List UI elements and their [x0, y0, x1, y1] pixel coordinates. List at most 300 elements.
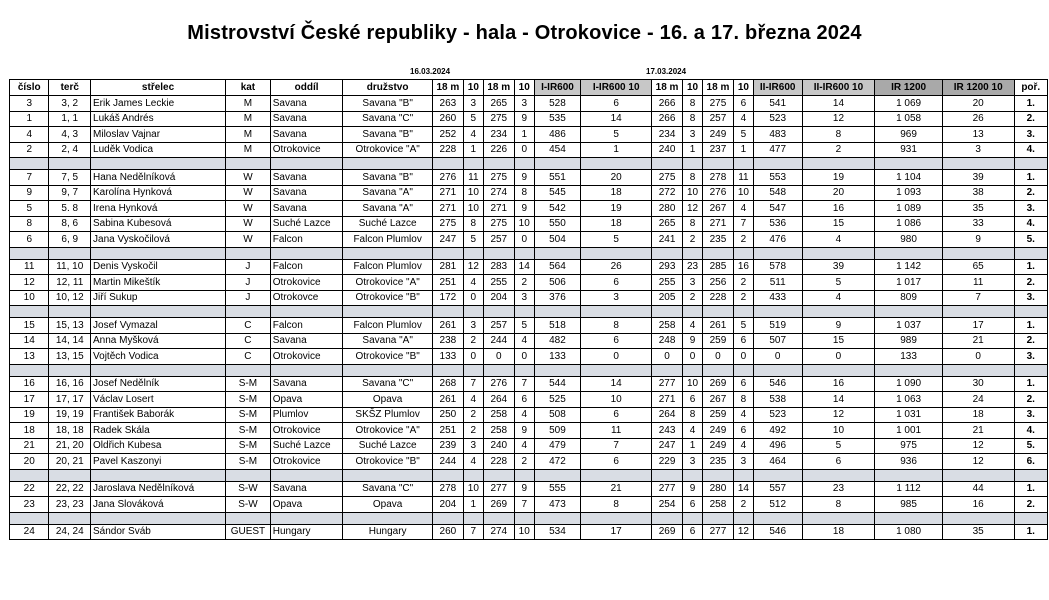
table-cell: 249: [702, 127, 733, 143]
table-cell: 20, 21: [49, 454, 91, 470]
table-cell: 280: [651, 201, 682, 217]
separator-cell: [483, 469, 514, 481]
table-cell: 1: [10, 111, 49, 127]
table-cell: 277: [483, 481, 514, 497]
table-cell: 6: [683, 392, 703, 408]
table-cell: 19: [581, 201, 652, 217]
table-cell: 252: [432, 127, 463, 143]
separator-cell: [534, 306, 581, 318]
table-cell: 293: [651, 259, 682, 275]
table-cell: 5.: [1014, 438, 1047, 454]
separator-cell: [270, 469, 343, 481]
table-cell: 16: [942, 497, 1014, 513]
table-cell: 578: [753, 259, 802, 275]
table-cell: 8: [683, 96, 703, 112]
separator-cell: [1014, 306, 1047, 318]
table-cell: 482: [534, 333, 581, 349]
table-cell: Otrokovice: [270, 275, 343, 291]
table-cell: 265: [651, 216, 682, 232]
table-cell: Lukáš Andrés: [91, 111, 226, 127]
table-cell: 9: [514, 423, 534, 439]
group-separator: [10, 306, 1048, 318]
table-cell: Savana "B": [343, 96, 432, 112]
table-cell: W: [226, 216, 271, 232]
separator-cell: [683, 247, 703, 259]
table-cell: 26: [942, 111, 1014, 127]
table-cell: 555: [534, 481, 581, 497]
table-cell: 254: [651, 497, 682, 513]
table-cell: 251: [432, 275, 463, 291]
table-cell: 2: [734, 232, 754, 248]
table-cell: 238: [432, 333, 463, 349]
separator-cell: [483, 512, 514, 524]
table-cell: 538: [753, 392, 802, 408]
separator-cell: [270, 306, 343, 318]
table-cell: Jaroslava Nedělníková: [91, 481, 226, 497]
table-cell: 8: [514, 185, 534, 201]
table-cell: 3: [581, 290, 652, 306]
separator-cell: [734, 306, 754, 318]
table-cell: 13, 15: [49, 349, 91, 365]
separator-cell: [343, 469, 432, 481]
table-cell: 4: [514, 407, 534, 423]
separator-cell: [463, 306, 483, 318]
table-cell: 0: [581, 349, 652, 365]
separator-cell: [226, 512, 271, 524]
column-header: družstvo: [343, 80, 432, 96]
table-cell: 14: [581, 111, 652, 127]
table-cell: 2, 4: [49, 142, 91, 158]
table-cell: 9: [683, 481, 703, 497]
table-cell: S-M: [226, 392, 271, 408]
group-separator: [10, 247, 1048, 259]
table-cell: 172: [432, 290, 463, 306]
table-cell: 1, 1: [49, 111, 91, 127]
separator-cell: [802, 364, 875, 376]
table-cell: 20: [581, 170, 652, 186]
table-row: [10, 201, 1048, 217]
table-cell: 9: [514, 170, 534, 186]
table-cell: 257: [483, 232, 514, 248]
table-cell: 1 093: [875, 185, 943, 201]
table-cell: 7: [463, 376, 483, 392]
table-cell: C: [226, 318, 271, 334]
separator-cell: [651, 469, 682, 481]
table-cell: 13: [10, 349, 49, 365]
table-cell: 16: [734, 259, 754, 275]
table-cell: 23: [10, 497, 49, 513]
separator-cell: [483, 306, 514, 318]
table-cell: Savana "A": [343, 185, 432, 201]
table-cell: S-W: [226, 481, 271, 497]
table-cell: 14: [581, 376, 652, 392]
table-row: [10, 96, 1048, 112]
table-cell: 3: [683, 454, 703, 470]
separator-cell: [875, 364, 943, 376]
table-cell: 8: [10, 216, 49, 232]
table-cell: Sabina Kubesová: [91, 216, 226, 232]
separator-cell: [683, 469, 703, 481]
table-cell: 12: [802, 407, 875, 423]
table-cell: 3: [683, 127, 703, 143]
separator-cell: [734, 469, 754, 481]
table-cell: 261: [432, 318, 463, 334]
table-cell: 275: [483, 216, 514, 232]
table-cell: 255: [651, 275, 682, 291]
table-cell: 65: [942, 259, 1014, 275]
table-cell: 1: [581, 142, 652, 158]
separator-cell: [875, 469, 943, 481]
table-cell: 264: [651, 407, 682, 423]
table-cell: 1 112: [875, 481, 943, 497]
column-header: 18 m: [702, 80, 733, 96]
table-cell: 541: [753, 96, 802, 112]
table-cell: 240: [483, 438, 514, 454]
table-cell: 10: [463, 185, 483, 201]
results-table: [9, 79, 1048, 540]
date-row: [0, 67, 1049, 79]
table-cell: 15, 13: [49, 318, 91, 334]
table-cell: Hungary: [270, 524, 343, 540]
table-cell: 548: [753, 185, 802, 201]
table-cell: 269: [702, 376, 733, 392]
table-cell: 12: [802, 111, 875, 127]
separator-cell: [651, 512, 682, 524]
table-cell: 15: [802, 216, 875, 232]
table-row: [10, 392, 1048, 408]
table-row: [10, 142, 1048, 158]
table-cell: 6: [581, 454, 652, 470]
table-cell: M: [226, 127, 271, 143]
table-cell: 251: [432, 423, 463, 439]
table-cell: 14: [802, 96, 875, 112]
table-cell: 258: [651, 318, 682, 334]
table-cell: 11: [734, 170, 754, 186]
table-cell: 936: [875, 454, 943, 470]
table-cell: Hungary: [343, 524, 432, 540]
table-cell: Irena Hynková: [91, 201, 226, 217]
table-cell: 258: [483, 423, 514, 439]
separator-cell: [432, 364, 463, 376]
table-row: [10, 127, 1048, 143]
separator-cell: [683, 306, 703, 318]
table-cell: Savana: [270, 111, 343, 127]
table-cell: 2: [734, 497, 754, 513]
table-cell: Savana: [270, 185, 343, 201]
table-cell: 276: [702, 185, 733, 201]
table-cell: 2: [10, 142, 49, 158]
table-cell: S-M: [226, 423, 271, 439]
table-cell: 1 142: [875, 259, 943, 275]
table-cell: 9: [514, 111, 534, 127]
table-cell: 10: [683, 376, 703, 392]
table-cell: 4: [683, 423, 703, 439]
separator-cell: [734, 364, 754, 376]
table-cell: Savana "C": [343, 481, 432, 497]
table-cell: 4.: [1014, 142, 1047, 158]
table-cell: 7: [514, 376, 534, 392]
table-cell: S-M: [226, 454, 271, 470]
separator-cell: [10, 158, 49, 170]
column-header: kat: [226, 80, 271, 96]
table-cell: Falcon: [270, 232, 343, 248]
separator-cell: [651, 306, 682, 318]
table-cell: C: [226, 349, 271, 365]
table-cell: 10: [463, 481, 483, 497]
table-cell: 9: [10, 185, 49, 201]
separator-cell: [514, 158, 534, 170]
table-cell: 496: [753, 438, 802, 454]
table-cell: František Baborák: [91, 407, 226, 423]
table-cell: 985: [875, 497, 943, 513]
separator-cell: [49, 469, 91, 481]
column-header: terč: [49, 80, 91, 96]
table-cell: 2.: [1014, 111, 1047, 127]
table-cell: 275: [483, 111, 514, 127]
table-cell: 2: [514, 454, 534, 470]
separator-cell: [270, 512, 343, 524]
table-cell: 454: [534, 142, 581, 158]
table-cell: 12: [734, 524, 754, 540]
table-cell: 477: [753, 142, 802, 158]
table-cell: 272: [651, 185, 682, 201]
table-cell: 472: [534, 454, 581, 470]
table-cell: 35: [942, 524, 1014, 540]
separator-cell: [753, 364, 802, 376]
column-header: I-IR600 10: [581, 80, 652, 96]
date-day1: 16.03.2024: [410, 67, 451, 76]
table-cell: Otrokovice "B": [343, 349, 432, 365]
table-cell: 0: [702, 349, 733, 365]
table-cell: 21: [10, 438, 49, 454]
table-cell: 257: [483, 318, 514, 334]
table-cell: Otrokovice "A": [343, 423, 432, 439]
table-cell: 525: [534, 392, 581, 408]
table-cell: 11, 10: [49, 259, 91, 275]
separator-cell: [942, 469, 1014, 481]
separator-cell: [514, 512, 534, 524]
column-header: střelec: [91, 80, 226, 96]
separator-cell: [463, 469, 483, 481]
table-cell: Otrokovice: [270, 454, 343, 470]
table-cell: 551: [534, 170, 581, 186]
table-cell: 228: [432, 142, 463, 158]
table-cell: 2: [683, 290, 703, 306]
table-cell: 14, 14: [49, 333, 91, 349]
table-cell: 1 031: [875, 407, 943, 423]
table-cell: 276: [432, 170, 463, 186]
table-cell: 2: [463, 423, 483, 439]
table-cell: 19: [802, 170, 875, 186]
table-cell: 3: [683, 275, 703, 291]
separator-cell: [343, 306, 432, 318]
table-cell: 260: [432, 524, 463, 540]
table-cell: 3: [463, 96, 483, 112]
table-cell: Savana: [270, 481, 343, 497]
table-cell: 264: [483, 392, 514, 408]
table-cell: 247: [432, 232, 463, 248]
group-separator: [10, 364, 1048, 376]
table-cell: 1.: [1014, 481, 1047, 497]
table-cell: 8: [581, 497, 652, 513]
table-cell: 545: [534, 185, 581, 201]
separator-cell: [49, 364, 91, 376]
table-cell: 8: [683, 407, 703, 423]
table-cell: 0: [651, 349, 682, 365]
separator-cell: [734, 512, 754, 524]
table-cell: Josef Nedělník: [91, 376, 226, 392]
separator-cell: [734, 247, 754, 259]
table-cell: 1: [683, 142, 703, 158]
separator-cell: [432, 469, 463, 481]
table-cell: 969: [875, 127, 943, 143]
table-cell: 3: [514, 290, 534, 306]
table-cell: 21: [942, 333, 1014, 349]
table-cell: 492: [753, 423, 802, 439]
table-cell: 6: [581, 333, 652, 349]
table-cell: 4: [463, 275, 483, 291]
table-cell: 21: [581, 481, 652, 497]
table-cell: Plumlov: [270, 407, 343, 423]
table-cell: 518: [534, 318, 581, 334]
separator-cell: [702, 469, 733, 481]
table-cell: 2: [463, 333, 483, 349]
table-cell: Savana "B": [343, 170, 432, 186]
table-cell: Savana: [270, 376, 343, 392]
table-cell: 39: [802, 259, 875, 275]
separator-cell: [581, 512, 652, 524]
table-cell: 226: [483, 142, 514, 158]
table-cell: 9, 7: [49, 185, 91, 201]
table-cell: 433: [753, 290, 802, 306]
table-cell: Savana "C": [343, 376, 432, 392]
table-cell: 535: [534, 111, 581, 127]
table-cell: Otrokovice "B": [343, 290, 432, 306]
table-cell: S-M: [226, 376, 271, 392]
separator-cell: [343, 512, 432, 524]
table-cell: Savana "B": [343, 127, 432, 143]
table-cell: 2: [514, 275, 534, 291]
table-cell: 5: [734, 318, 754, 334]
table-cell: 3: [463, 318, 483, 334]
table-cell: 26: [581, 259, 652, 275]
table-cell: Falcon Plumlov: [343, 232, 432, 248]
table-cell: Otrokovice: [270, 423, 343, 439]
table-row: [10, 349, 1048, 365]
separator-cell: [534, 512, 581, 524]
separator-cell: [49, 306, 91, 318]
table-cell: 12: [463, 259, 483, 275]
table-cell: 1: [463, 497, 483, 513]
table-cell: Sándor Sváb: [91, 524, 226, 540]
table-cell: 2.: [1014, 497, 1047, 513]
table-cell: 9: [683, 333, 703, 349]
table-cell: 8: [463, 216, 483, 232]
table-cell: 1.: [1014, 376, 1047, 392]
separator-cell: [942, 158, 1014, 170]
separator-cell: [343, 247, 432, 259]
separator-cell: [343, 158, 432, 170]
separator-cell: [463, 364, 483, 376]
table-cell: 277: [651, 376, 682, 392]
table-cell: 239: [432, 438, 463, 454]
separator-cell: [802, 247, 875, 259]
table-row: [10, 275, 1048, 291]
table-cell: 12: [10, 275, 49, 291]
table-cell: 8: [581, 318, 652, 334]
table-cell: 243: [651, 423, 682, 439]
table-cell: 229: [651, 454, 682, 470]
table-cell: 8: [683, 170, 703, 186]
table-cell: 4, 3: [49, 127, 91, 143]
separator-cell: [753, 247, 802, 259]
table-cell: 989: [875, 333, 943, 349]
table-cell: 6: [683, 497, 703, 513]
table-cell: 133: [432, 349, 463, 365]
table-cell: 14: [514, 259, 534, 275]
table-cell: 249: [702, 438, 733, 454]
separator-cell: [734, 158, 754, 170]
table-cell: Jana Vyskočilová: [91, 232, 226, 248]
table-cell: 11: [463, 170, 483, 186]
separator-cell: [270, 158, 343, 170]
table-cell: 20: [10, 454, 49, 470]
table-cell: 536: [753, 216, 802, 232]
separator-cell: [10, 512, 49, 524]
table-cell: 519: [753, 318, 802, 334]
table-cell: 7: [463, 524, 483, 540]
table-cell: 249: [702, 423, 733, 439]
table-cell: 4: [802, 290, 875, 306]
table-cell: 10: [10, 290, 49, 306]
separator-cell: [802, 158, 875, 170]
table-cell: S-W: [226, 497, 271, 513]
table-cell: 4: [463, 392, 483, 408]
table-cell: 17: [10, 392, 49, 408]
group-separator: [10, 158, 1048, 170]
table-cell: 542: [534, 201, 581, 217]
table-cell: 2.: [1014, 185, 1047, 201]
table-cell: Opava: [343, 392, 432, 408]
table-cell: 557: [753, 481, 802, 497]
table-cell: Denis Vyskočil: [91, 259, 226, 275]
separator-cell: [10, 247, 49, 259]
table-cell: 2: [683, 232, 703, 248]
table-cell: 523: [753, 407, 802, 423]
table-cell: 507: [753, 333, 802, 349]
table-row: [10, 111, 1048, 127]
separator-cell: [875, 306, 943, 318]
table-cell: Savana "A": [343, 201, 432, 217]
separator-cell: [91, 306, 226, 318]
table-cell: 17: [581, 524, 652, 540]
table-cell: 931: [875, 142, 943, 158]
table-cell: 21, 20: [49, 438, 91, 454]
table-cell: W: [226, 232, 271, 248]
table-cell: 33: [942, 216, 1014, 232]
table-cell: 2: [463, 407, 483, 423]
table-cell: 4: [463, 454, 483, 470]
table-cell: 8: [683, 216, 703, 232]
separator-cell: [270, 364, 343, 376]
table-cell: Hana Nedělníková: [91, 170, 226, 186]
table-cell: Miloslav Vajnar: [91, 127, 226, 143]
table-cell: 5: [463, 111, 483, 127]
table-row: [10, 232, 1048, 248]
table-cell: 4.: [1014, 216, 1047, 232]
separator-cell: [875, 247, 943, 259]
table-cell: 6: [514, 392, 534, 408]
